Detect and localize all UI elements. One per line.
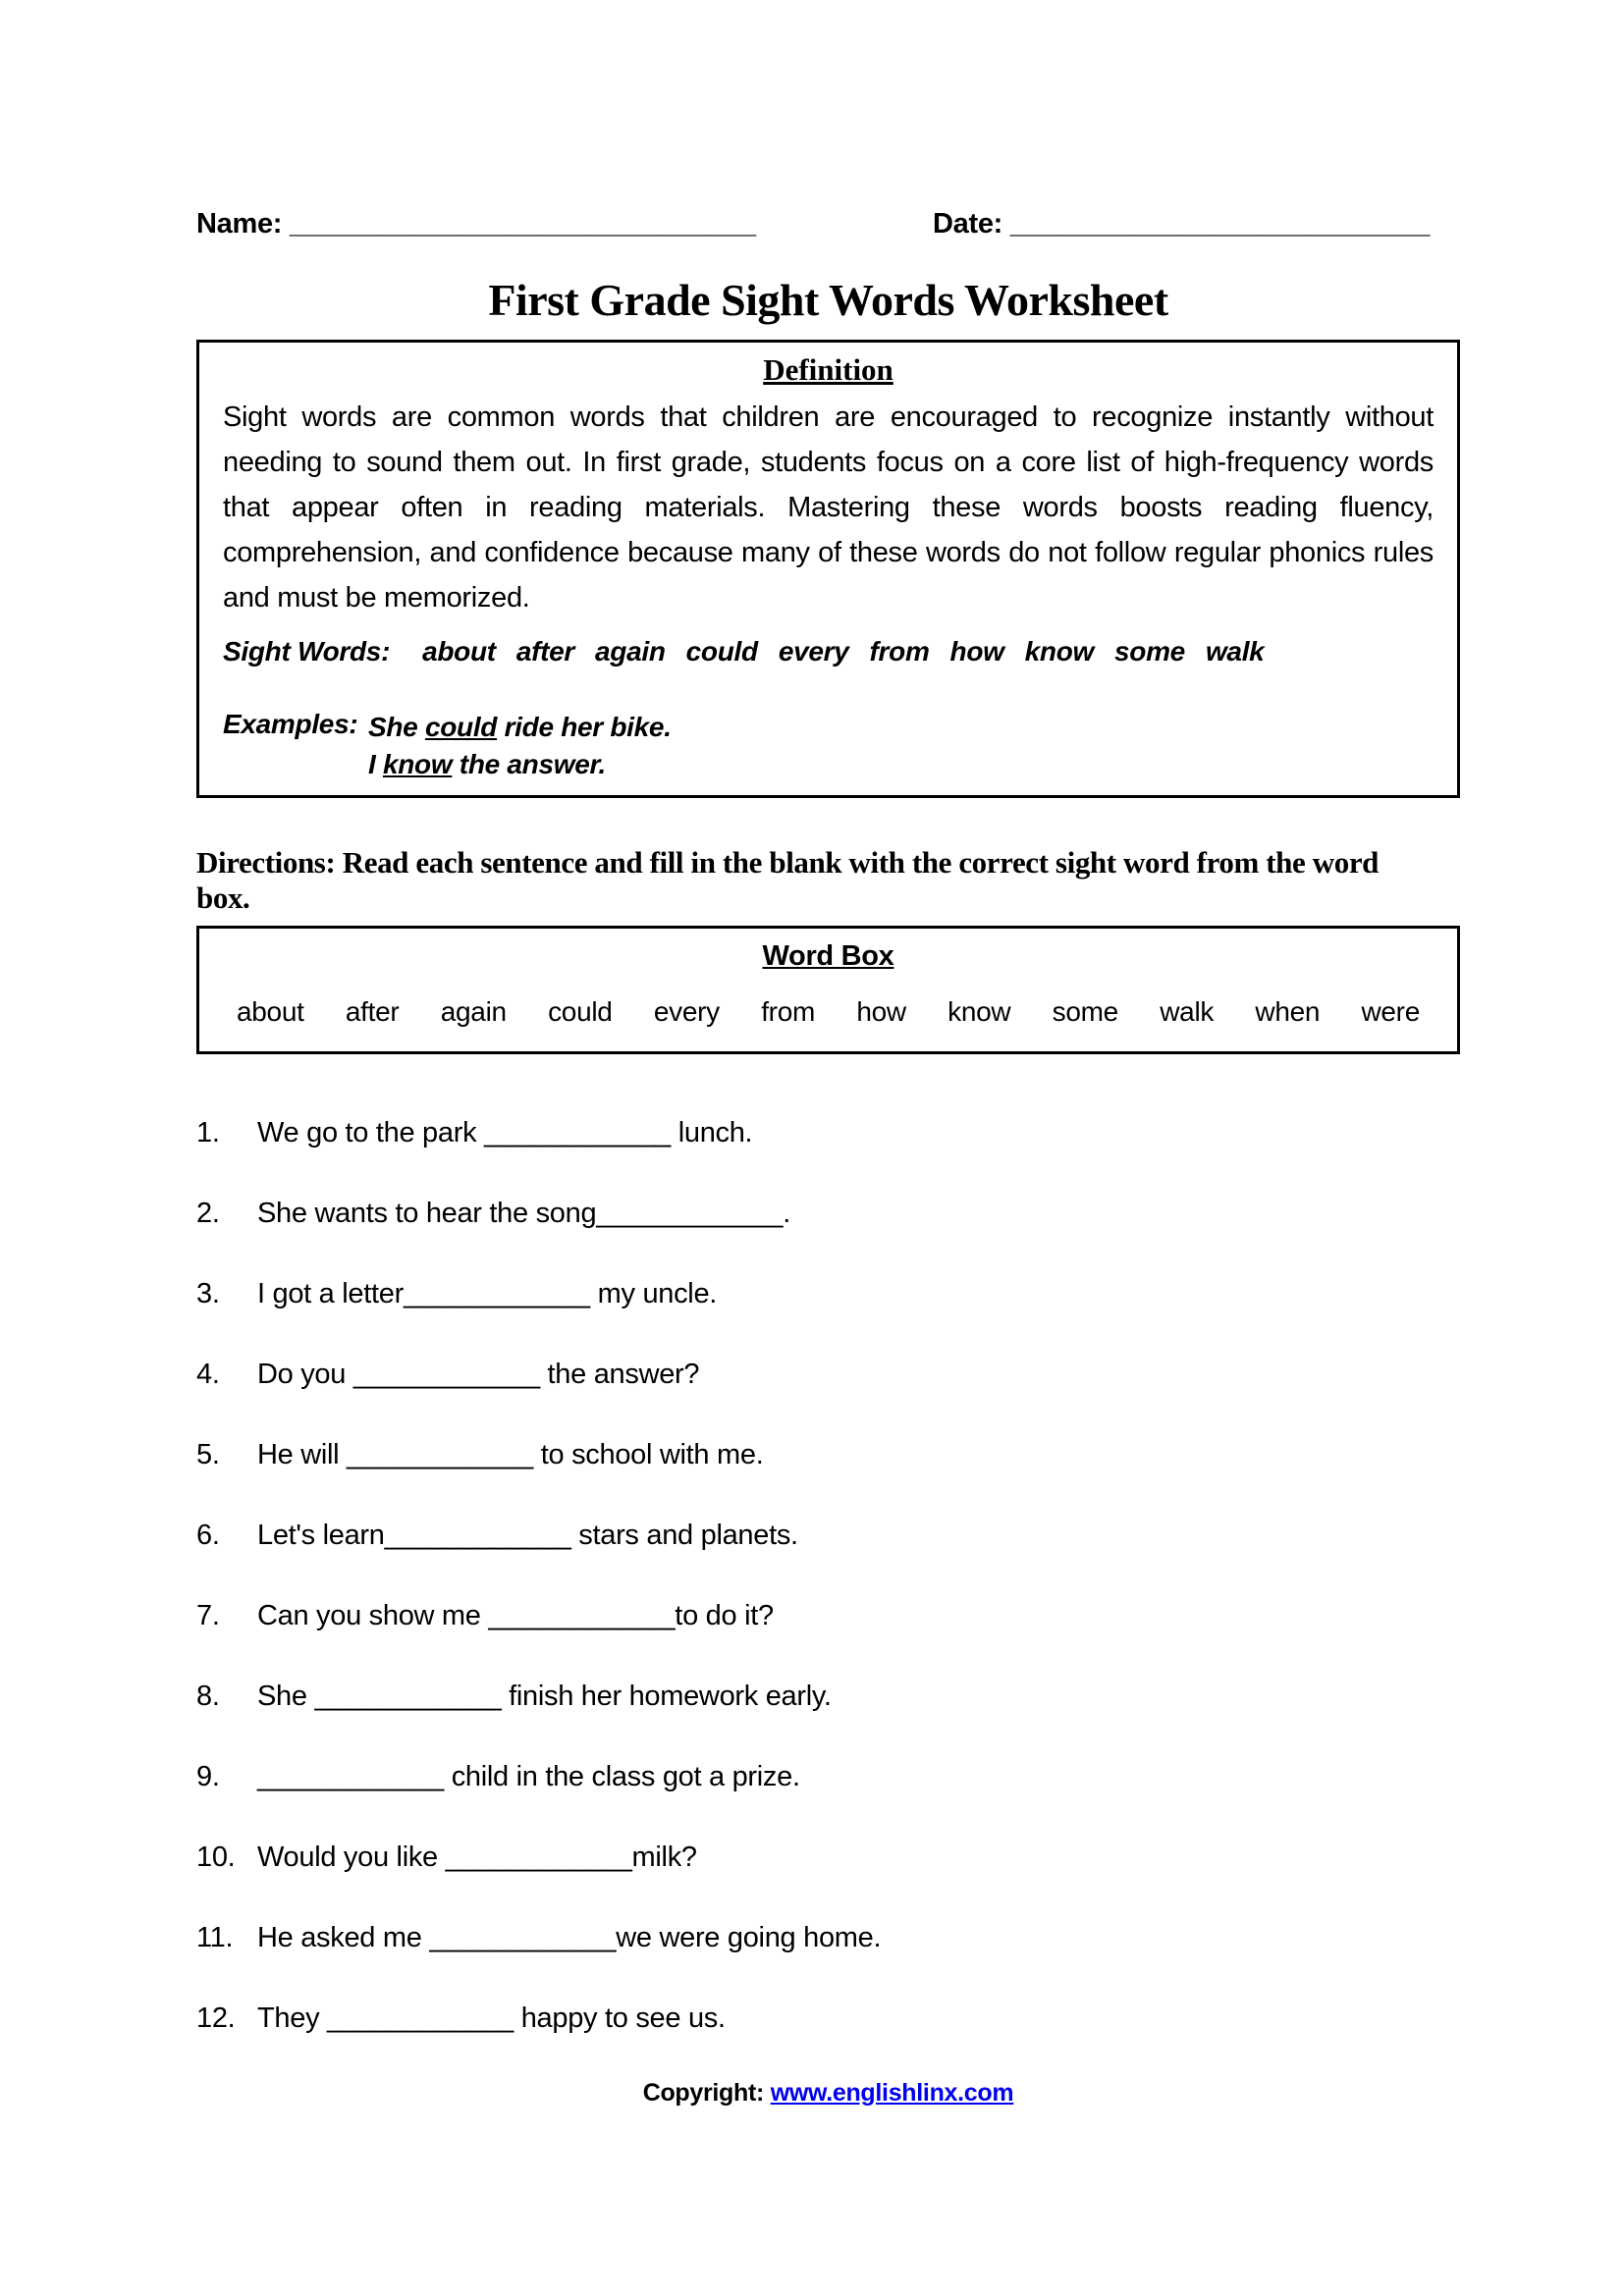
question-number: 11. (196, 1922, 234, 1953)
questions-list (196, 1117, 1460, 2035)
sight-word: know (1024, 636, 1094, 667)
date-blank-line: ___________________________ (1009, 208, 1431, 240)
example-underlined-word: know (382, 749, 453, 779)
question-number: 3. (196, 1278, 220, 1309)
question-row (196, 1761, 1460, 1793)
question-number: 5. (196, 1439, 220, 1470)
word-box-word: some (1052, 996, 1118, 1027)
question-row (196, 1842, 1460, 1874)
question-row (196, 1198, 1460, 1230)
date-label: Date: (933, 208, 1003, 240)
sight-words-list (422, 636, 1264, 667)
page-title: First Grade Sight Words Worksheet (488, 275, 1168, 325)
word-box-word: know (947, 996, 1011, 1027)
sight-word: from (869, 636, 930, 667)
name-field (196, 208, 933, 240)
directions-text: Directions: Read each sentence and fill in the blank with the correct sight word from the word box. (196, 845, 1380, 915)
sight-words-row (223, 636, 1434, 667)
question-number: 12. (196, 2002, 236, 2034)
question-number: 4. (196, 1359, 220, 1390)
question-text: Do you ____________ the answer? (257, 1359, 700, 1390)
word-box-word: could (548, 996, 613, 1027)
question-text: He will ____________ to school with me. (257, 1439, 764, 1470)
name-blank-line: ______________________________ (289, 208, 756, 240)
question-text: We go to the park ____________ lunch. (257, 1117, 753, 1148)
question-row (196, 1439, 1460, 1471)
examples-lines (368, 709, 672, 783)
word-box-word: after (345, 996, 400, 1027)
examples-row (223, 709, 1434, 783)
question-row (196, 1278, 1460, 1310)
question-text: Would you like ____________milk? (257, 1842, 697, 1873)
word-box-word: about (237, 996, 304, 1027)
question-text: She wants to hear the song____________. (257, 1198, 790, 1229)
sight-word: every (778, 636, 849, 667)
question-row (196, 2002, 1460, 2035)
word-box-heading: Word Box (762, 940, 894, 972)
question-row (196, 1359, 1460, 1391)
copyright-label: Copyright: (642, 2079, 771, 2107)
name-label: Name: (196, 208, 283, 240)
example-sentence: She could ride her bike. (368, 712, 672, 742)
question-text: They ____________ happy to see us. (257, 2002, 726, 2034)
word-box-word: were (1361, 996, 1420, 1027)
sight-word: after (515, 636, 575, 667)
word-box (196, 926, 1460, 1054)
sight-word: could (685, 636, 758, 667)
question-row (196, 1520, 1460, 1552)
question-text: Let's learn____________ stars and planets. (257, 1520, 798, 1551)
example-sentence: I know the answer. (368, 749, 607, 779)
sight-word: again (595, 636, 666, 667)
sight-words-label: Sight Words: (223, 636, 391, 667)
question-row (196, 1922, 1460, 1954)
copyright-link[interactable]: www.englishlinx.com (770, 2079, 1014, 2107)
examples-label: Examples: (223, 709, 358, 739)
word-box-word: again (440, 996, 507, 1027)
word-box-word: every (653, 996, 720, 1027)
question-row (196, 1681, 1460, 1713)
footer (196, 2079, 1460, 2108)
question-number: 2. (196, 1198, 220, 1229)
word-box-word: when (1255, 996, 1321, 1027)
definition-heading: Definition (763, 352, 893, 387)
question-text: ____________ child in the class got a prize. (257, 1761, 800, 1792)
sight-word: some (1114, 636, 1185, 667)
name-date-row (196, 208, 1460, 240)
sight-word: about (422, 636, 496, 667)
question-row (196, 1600, 1460, 1632)
question-number: 9. (196, 1761, 220, 1792)
question-text: I got a letter____________ my uncle. (257, 1278, 718, 1309)
definition-box (196, 340, 1460, 798)
question-number: 10. (196, 1842, 236, 1873)
example-underlined-word: could (424, 712, 498, 742)
word-box-word: how (856, 996, 906, 1027)
question-text: He asked me ____________we were going home. (257, 1922, 882, 1953)
sight-word: how (949, 636, 1004, 667)
question-text: She ____________ finish her homework early. (257, 1681, 832, 1712)
date-field (933, 208, 1430, 240)
question-row (196, 1117, 1460, 1149)
question-number: 1. (196, 1117, 220, 1148)
question-number: 8. (196, 1681, 220, 1712)
word-box-word: walk (1160, 996, 1215, 1027)
question-number: 6. (196, 1520, 220, 1551)
question-number: 7. (196, 1600, 220, 1631)
definition-paragraph: Sight words are common words that children are encouraged to recognize instantly without needing to sound them out. In first grade, students focus on a core list of high-frequency words that appear often in reading materials. Mastering these words boosts reading fluency, comprehension, and confidence because many of these words do not follow regular phonics rules and must be memorized. (223, 401, 1434, 614)
sight-word: walk (1205, 636, 1265, 667)
word-box-words (237, 996, 1420, 1028)
word-box-word: from (761, 996, 816, 1027)
question-text: Can you show me ____________to do it? (257, 1600, 774, 1631)
